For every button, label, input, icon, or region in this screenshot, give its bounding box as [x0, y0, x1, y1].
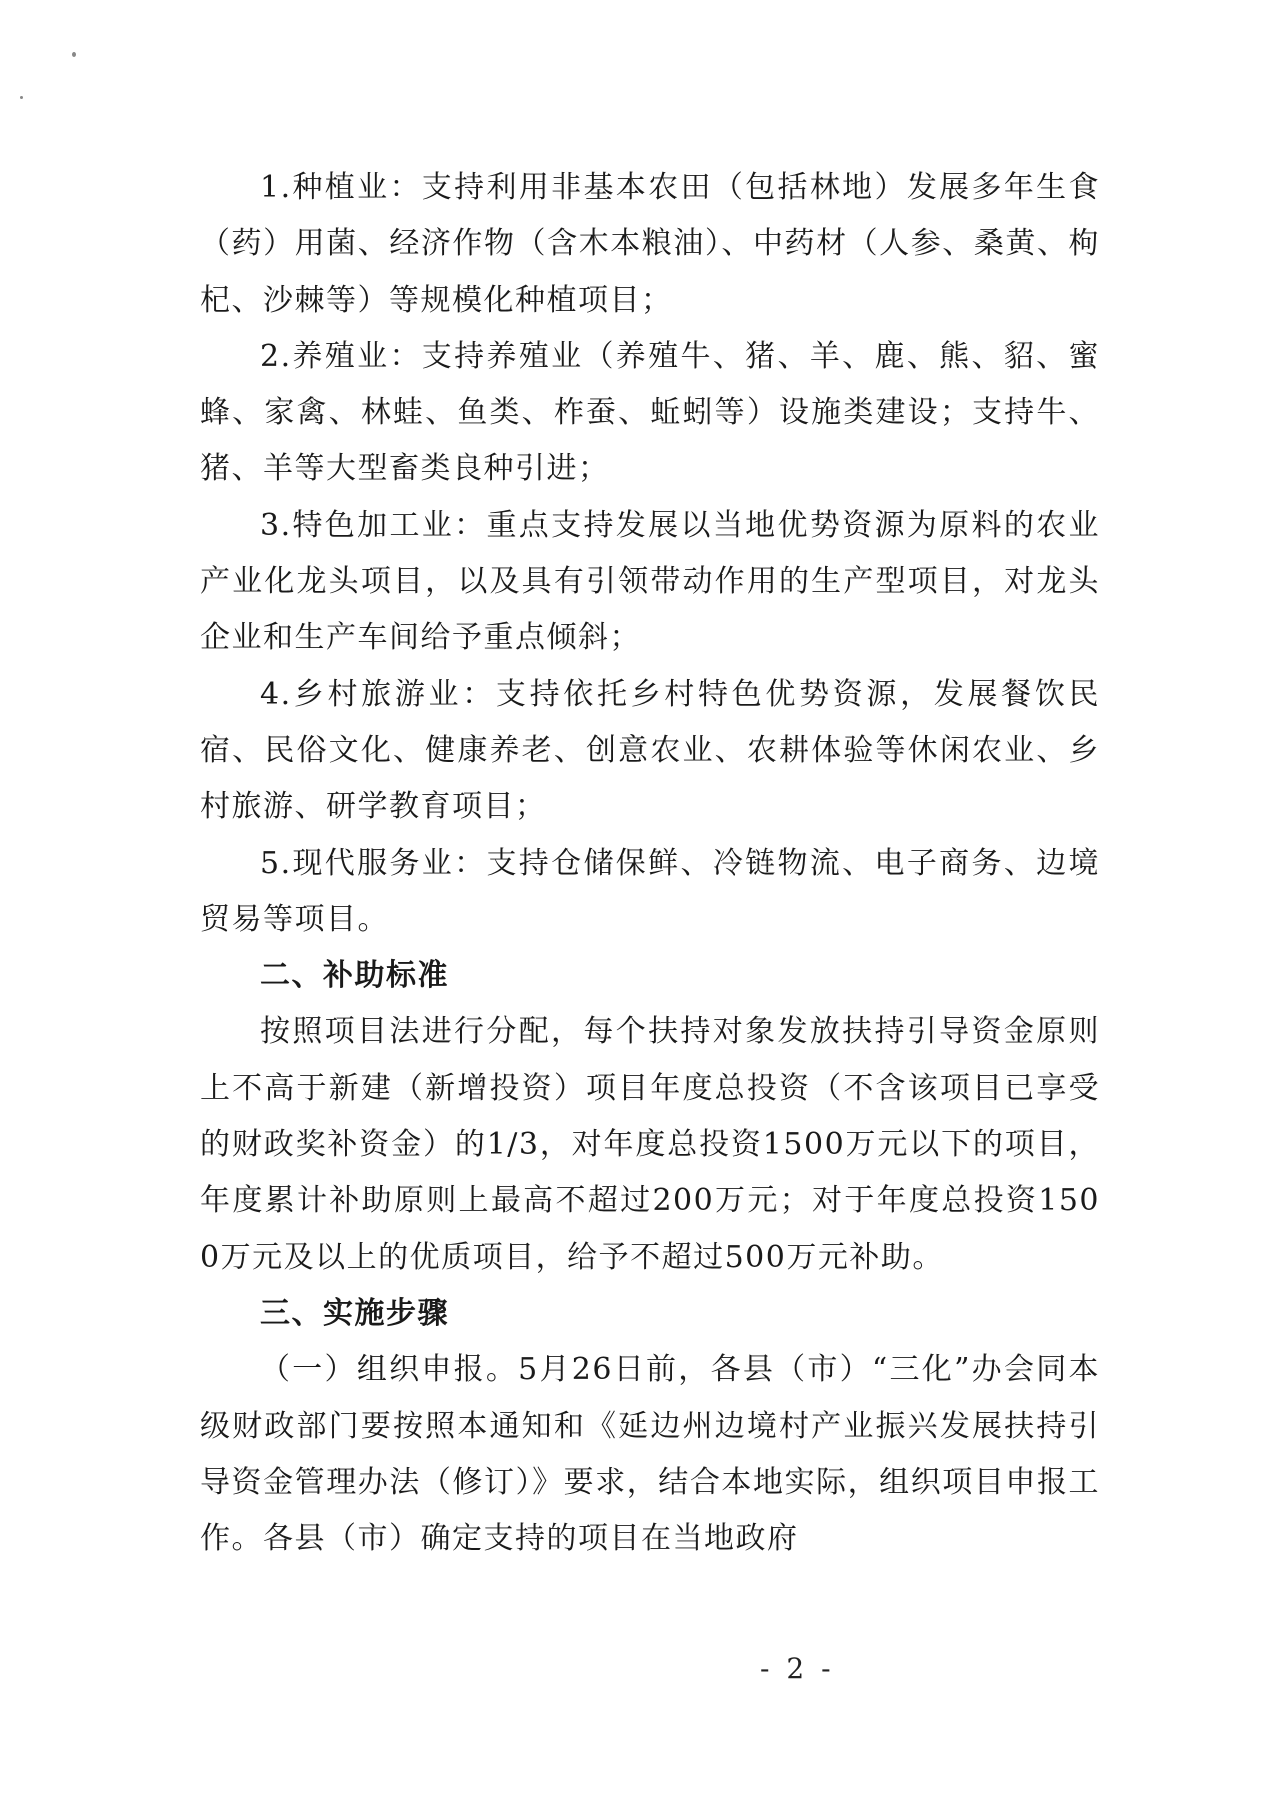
scan-speck [72, 52, 76, 57]
paragraph-subsidy: 按照项目法进行分配，每个扶持对象发放扶持引导资金原则上不高于新建（新增投资）项目年度总投资（不含该项目已享受的财政奖补资金）的1/3，对年度总投资1500万元以下的项目，年度累计补助原则上最高不超过200万元；对于年度总投资1500万元及以上的优质项目，给予不超过500万元补助。 [200, 1014, 1100, 1275]
section-heading-steps: 三、实施步骤 [260, 1295, 449, 1331]
paragraph-processing: 3.特色加工业：重点支持发展以当地优势资源为原料的农业产业化龙头项目，以及具有引领带动作用的生产型项目，对龙头企业和生产车间给予重点倾斜； [200, 507, 1100, 656]
paragraph-planting: 1.种植业：支持利用非基本农田（包括林地）发展多年生食（药）用菌、经济作物（含木本粮油）、中药材（人参、桑黄、枸杞、沙棘等）等规模化种植项目； [200, 170, 1100, 318]
scan-speck [20, 96, 23, 99]
paragraph-services: 5.现代服务业：支持仓储保鲜、冷链物流、电子商务、边境贸易等项目。 [200, 845, 1100, 937]
paragraph-application: （一）组织申报。5月26日前，各县（市）“三化”办会同本级财政部门要按照本通知和《延边州边境村产业振兴发展扶持引导资金管理办法（修订）》要求，结合本地实际，组织项目申报工作。各县（市）确定支持的项目在当地政府 [200, 1352, 1100, 1557]
page-number: - 2 - [760, 1652, 835, 1685]
paragraph-breeding: 2.养殖业：支持养殖业（养殖牛、猪、羊、鹿、熊、貂、蜜蜂、家禽、林蛙、鱼类、柞蚕、蚯蚓等）设施类建设；支持牛、猪、羊等大型畜类良种引进； [200, 338, 1100, 487]
document-body [200, 160, 1100, 1567]
section-heading-subsidy: 二、补助标准 [260, 958, 449, 994]
paragraph-tourism: 4.乡村旅游业：支持依托乡村特色优势资源，发展餐饮民宿、民俗文化、健康养老、创意农业、农耕体验等休闲农业、乡村旅游、研学教育项目； [200, 676, 1100, 825]
